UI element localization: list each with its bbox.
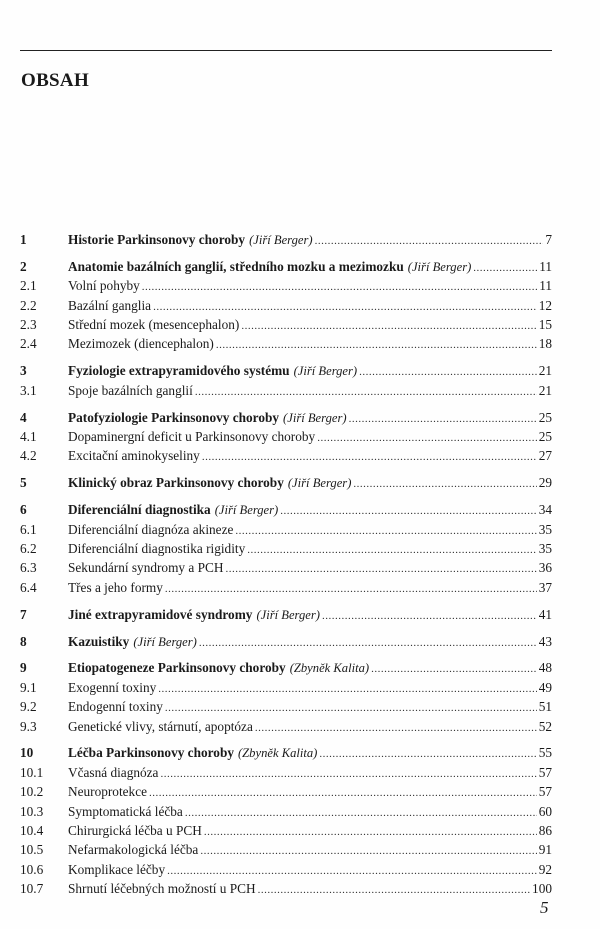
- toc-section-entry[interactable]: [20, 296, 552, 315]
- page-number: 5: [540, 898, 549, 917]
- toc-entry-body: [68, 743, 539, 764]
- toc-entry-body: [68, 578, 539, 599]
- toc-entry-author: (Jiří Berger): [249, 233, 313, 247]
- toc-chapter-entry[interactable]: [20, 361, 552, 380]
- toc-chapter-entry[interactable]: [20, 230, 552, 249]
- toc-entry-number: 6.3: [20, 560, 37, 576]
- toc-section-entry[interactable]: [20, 821, 552, 840]
- toc-entry-body: [68, 782, 539, 803]
- toc-entry-number: 2.2: [20, 297, 37, 313]
- toc-entry-title: Anatomie bazálních ganglií, středního mozku a mezimozku: [68, 258, 404, 274]
- toc-entry-title: Dopaminergní deficit u Parkinsonovy choroby: [68, 429, 316, 445]
- toc-entry-number: 4.2: [20, 448, 37, 464]
- toc-section-entry[interactable]: [20, 782, 552, 801]
- toc-entry-body: [68, 520, 539, 541]
- toc-entry-body: [68, 315, 539, 336]
- toc-entry-number: 2.3: [20, 317, 37, 333]
- toc-entry-body: [68, 717, 539, 738]
- toc-entry-page: 57: [538, 784, 552, 800]
- toc-entry-number: 10.7: [20, 881, 44, 897]
- toc-chapter-entry[interactable]: [20, 257, 552, 276]
- toc-entry-body: [68, 361, 539, 382]
- toc-entry-author: (Jiří Berger): [256, 607, 320, 622]
- toc-entry-number: 10: [20, 745, 34, 761]
- toc-entry-body: [68, 678, 539, 699]
- toc-entry-number: 6: [20, 502, 27, 518]
- toc-entry-number: 4: [20, 409, 27, 425]
- toc-entry-number: 3.1: [20, 382, 37, 398]
- toc-entry-page: 41: [538, 606, 552, 622]
- toc-entry-page: 34: [538, 502, 552, 518]
- toc-entry-number: 10.3: [20, 803, 44, 819]
- dot-leader: [315, 232, 544, 251]
- toc-entry-title: Genetické vlivy, stárnutí, apoptóza: [68, 718, 253, 734]
- toc-entry-title: Střední mozek (mesencephalon): [68, 317, 240, 333]
- toc-entry-body: [68, 427, 539, 448]
- dot-leader: [353, 475, 536, 494]
- toc-entry-title: Etiopatogeneze Parkinsonovy choroby: [68, 660, 286, 676]
- toc-entry-body: [68, 558, 539, 579]
- toc-entry-title: Endogenní toxiny: [68, 699, 163, 715]
- toc-entry-number: 10.2: [20, 784, 44, 800]
- dot-leader: [195, 383, 537, 402]
- toc-section-entry[interactable]: [20, 802, 552, 821]
- toc-entry-title: Historie Parkinsonovy choroby: [68, 232, 246, 247]
- toc-entry-title: Mezimozek (diencephalon): [68, 336, 214, 352]
- toc-entry-body: [68, 408, 539, 429]
- toc-entry-page: 51: [538, 699, 552, 715]
- toc-entry-body: [68, 840, 539, 861]
- toc-entry-title: Kazuistiky: [68, 633, 130, 649]
- toc-entry-title: Bazální ganglia: [68, 297, 152, 313]
- toc-entry-author: (Jiří Berger): [283, 410, 347, 425]
- toc-entry-title: Sekundární syndromy a PCH: [68, 560, 224, 576]
- toc-entry-body: [68, 879, 532, 900]
- toc-entry-title: Klinický obraz Parkinsonovy choroby: [68, 475, 284, 491]
- toc-entry-number: 10.1: [20, 764, 44, 780]
- toc-entry-author: (Zbyněk Kalita): [289, 661, 370, 676]
- toc-entry-author: (Zbyněk Kalita): [237, 746, 318, 761]
- toc-entry-body: [68, 230, 545, 251]
- toc-entry-body: [68, 539, 539, 560]
- toc-section-entry[interactable]: [20, 539, 552, 558]
- toc-entry-page: 48: [538, 660, 552, 676]
- toc-entry-body: [68, 658, 539, 679]
- toc-entry-title: Včasná diagnóza: [68, 764, 159, 780]
- page-title: OBSAH: [21, 70, 90, 91]
- toc-section-entry[interactable]: [20, 763, 552, 782]
- toc-entry-title: Nefarmakologická léčba: [68, 842, 199, 858]
- dot-leader: [255, 719, 537, 738]
- toc-entry-page: 29: [538, 475, 552, 491]
- toc-chapter-entry[interactable]: [20, 500, 552, 519]
- toc-entry-number: 3: [20, 363, 27, 379]
- toc-section-entry[interactable]: [20, 276, 552, 295]
- toc-section-entry[interactable]: [20, 840, 552, 859]
- toc-entry-page: 36: [538, 560, 552, 576]
- toc-entry-body: [68, 860, 539, 881]
- toc-entry-author: (Jiří Berger): [407, 259, 472, 274]
- toc-entry-title: Exogenní toxiny: [68, 679, 157, 695]
- toc-chapter-entry[interactable]: [20, 632, 552, 651]
- toc-entry-page: 11: [539, 258, 552, 274]
- toc-entry-title: Fyziologie extrapyramidového systému: [68, 363, 290, 379]
- toc-entry-number: 2.4: [20, 336, 37, 352]
- toc-entry-page: 92: [538, 861, 552, 877]
- toc-entry-number: 2: [20, 258, 27, 274]
- toc-chapter-entry[interactable]: [20, 605, 552, 624]
- toc-entry-page: 52: [538, 718, 552, 734]
- toc-entry-title: Diferenciální diagnostika rigidity: [68, 540, 246, 556]
- toc-entry-body: [68, 605, 539, 626]
- toc-entry-title: Diferenciální diagnostika: [68, 502, 211, 518]
- toc-entry-body: [68, 821, 539, 842]
- toc-section-entry[interactable]: [20, 315, 552, 334]
- toc-entry-number: 6.4: [20, 579, 37, 595]
- toc-entry-author: (Jiří Berger): [287, 476, 352, 491]
- toc-entry-number: 10.5: [20, 842, 44, 858]
- toc-section-entry[interactable]: [20, 678, 552, 697]
- toc-entry-body: [68, 473, 539, 494]
- toc-entry-page: 12: [538, 297, 552, 313]
- toc-entry-page: 18: [538, 336, 552, 352]
- toc-entry-title: Léčba Parkinsonovy choroby: [68, 745, 234, 761]
- toc-entry-page: 43: [538, 633, 552, 649]
- toc-section-entry[interactable]: [20, 446, 552, 465]
- toc-entry-number: 10.4: [20, 823, 44, 839]
- toc-entry-page: 60: [538, 803, 552, 819]
- toc-chapter-entry[interactable]: [20, 743, 552, 762]
- toc-section-entry[interactable]: [20, 520, 552, 539]
- toc-entry-body: [68, 802, 539, 823]
- toc-entry-page: 7: [545, 232, 552, 247]
- toc-entry-page: 25: [538, 429, 552, 445]
- toc-entry-number: 6.1: [20, 521, 37, 537]
- toc-entry-page: 25: [538, 409, 552, 425]
- toc-entry-body: [68, 257, 539, 278]
- toc-entry-page: 37: [538, 579, 552, 595]
- toc-entry-title: Třes a jeho formy: [68, 579, 163, 595]
- toc-entry-number: 1: [20, 232, 27, 247]
- toc-entry-author: (Jiří Berger): [133, 634, 197, 649]
- toc-entry-body: [68, 334, 539, 355]
- toc-section-entry[interactable]: [20, 697, 552, 716]
- toc-entry-page: 27: [538, 448, 552, 464]
- toc-entry-page: 21: [538, 363, 552, 379]
- toc-chapter-entry[interactable]: [20, 473, 552, 492]
- toc-entry-page: 35: [538, 521, 552, 537]
- toc-entry-page: 11: [539, 278, 552, 294]
- toc-section-entry[interactable]: [20, 860, 552, 879]
- toc-section-entry[interactable]: [20, 334, 552, 353]
- toc-entry-title: Patofyziologie Parkinsonovy choroby: [68, 409, 280, 425]
- toc-entry-number: 7: [20, 606, 27, 622]
- toc-entry-title: Komplikace léčby: [68, 861, 166, 877]
- toc-section-entry[interactable]: [20, 717, 552, 736]
- toc-entry-title: Symptomatická léčba: [68, 803, 183, 819]
- toc-entry-page: 100: [532, 881, 552, 897]
- toc-entry-page: 35: [538, 540, 552, 556]
- toc-entry-page: 86: [538, 823, 552, 839]
- toc-entry-title: Volní pohyby: [68, 278, 140, 294]
- toc-entry-title: Diferenciální diagnóza akineze: [68, 521, 234, 537]
- toc-entry-number: 2.1: [20, 278, 37, 294]
- toc-entry-body: [68, 446, 539, 467]
- toc-entry-page: 55: [538, 745, 552, 761]
- toc-entry-page: 49: [538, 679, 552, 695]
- dot-leader: [199, 634, 537, 653]
- toc-chapter-entry[interactable]: [20, 408, 552, 427]
- toc-section-entry[interactable]: [20, 427, 552, 446]
- toc-entry-page: 57: [538, 764, 552, 780]
- toc-entry-title: Spoje bazálních ganglií: [68, 382, 193, 398]
- toc-entry-body: [68, 632, 539, 653]
- toc-entry-page: 91: [538, 842, 552, 858]
- toc-entry-title: Shrnutí léčebných možností u PCH: [68, 881, 256, 897]
- table-of-contents: [20, 230, 552, 899]
- toc-entry-number: 9: [20, 660, 27, 676]
- toc-entry-title: Excitační aminokyseliny: [68, 448, 200, 464]
- toc-entry-author: (Jiří Berger): [214, 503, 279, 518]
- toc-chapter-entry[interactable]: [20, 658, 552, 677]
- toc-section-entry[interactable]: [20, 381, 552, 400]
- toc-entry-number: 8: [20, 633, 27, 649]
- dot-leader: [165, 580, 537, 599]
- toc-entry-body: [68, 276, 539, 297]
- toc-entry-number: 9.1: [20, 679, 37, 695]
- toc-entry-number: 9.2: [20, 699, 37, 715]
- toc-entry-body: [68, 296, 539, 317]
- toc-section-entry[interactable]: [20, 578, 552, 597]
- toc-entry-body: [68, 697, 539, 718]
- toc-entry-number: 5: [20, 475, 27, 491]
- toc-entry-body: [68, 763, 539, 784]
- dot-leader: [202, 448, 537, 467]
- toc-entry-number: 4.1: [20, 429, 37, 445]
- toc-entry-title: Chirurgická léčba u PCH: [68, 823, 202, 839]
- toc-entry-number: 10.6: [20, 861, 44, 877]
- toc-entry-title: Neuroprotekce: [68, 784, 148, 800]
- toc-entry-number: 6.2: [20, 540, 37, 556]
- toc-entry-body: [68, 500, 539, 521]
- toc-section-entry[interactable]: [20, 558, 552, 577]
- toc-entry-title: Jiné extrapyramidové syndromy: [68, 606, 253, 622]
- toc-entry-body: [68, 381, 539, 402]
- dot-leader: [258, 881, 530, 900]
- header-rule: [20, 50, 552, 51]
- toc-entry-number: 9.3: [20, 718, 37, 734]
- dot-leader: [216, 336, 537, 355]
- toc-section-entry[interactable]: [20, 879, 552, 898]
- toc-entry-page: 21: [538, 382, 552, 398]
- toc-entry-page: 15: [538, 317, 552, 333]
- dot-leader: [322, 607, 537, 626]
- toc-entry-author: (Jiří Berger): [293, 364, 358, 379]
